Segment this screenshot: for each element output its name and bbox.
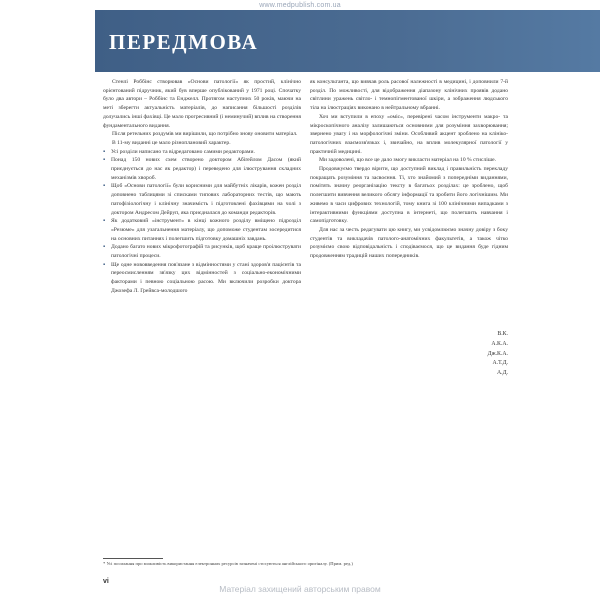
page-number: vi [103,578,109,585]
bullet-item: ▪ Як додатковий «інструмент» в кінці кожного розділу вміщено підрозділ «Резюме» для узагальнення матеріалу, що допоможе студентам зосередитися на основних питаннях і полегшить підготовку домашніх завдань. [103,217,301,243]
header-band [95,10,600,72]
signatures [380,330,508,379]
bullet-list [103,148,301,296]
signature: Дж.К.А. [487,350,508,357]
paragraph: В 11-му виданні це мало різноплановий характер. [112,139,231,146]
signature: А.Т.Д. [492,360,508,367]
paragraph: Для нас за честь редагувати цю книгу, ми усвідомлюємо значну довіру з боку студентів та викладачів патолого-анатомічних факультетів, а також чітко розуміємо свою відповідальність і сподіваємося, що це видання буде гідним продовженням традицій наших попередників. [310,226,508,260]
paragraph: Хоч ми вступили в епоху «оміс», перевірені часом інструменти макро- та мікроскопічного аналізу залишаються основними для розуміння захворювання; звернено увагу і на морфологічні зміни. Особливий акцент зроблено на клініко-патологічних взаємозв'язках і, звичайно, на вплив молекулярної патології у практичній медицині. [310,113,508,155]
right-column [310,78,508,261]
bullet-item: ▪ Понад 150 нових схем створено доктором Абіґейлом Дасом (який приєднується до нас як редактор) і переведено для ілюстрування складних механізмів хвороб. [103,156,301,182]
left-column [103,78,301,296]
signature: А.К.А. [491,340,508,347]
footnote: * Усі посилання про можливість використання електронних ресурсів зазначені стосуються англійського оригіналу. (Прим. ред.) [103,561,353,566]
signature: В.К. [497,331,508,337]
page-title: ПЕРЕДМОВА [109,30,259,54]
paragraph: Ми задоволені, що все це дало змогу викласти матеріал на 10 % стисліше. [319,157,497,164]
paragraph: Продовжуємо твердо вірити, що доступний виклад і правильність перекладу покращать розуміння та засвоєння. Ті, хто знайомий з попередніми виданнями, помітять значну реорганізацію тексту в багатьох розділах: це зроблено, щоб полегшити вивчення великого обсягу інформації та зробити його логічнішим. Ми живемо в часи цифрових технологій, тому книга зі 100 клінічними випадками з інтерактивними функціями доступна в інтернеті, що полегшить навчання і самопідготовку. [310,166,508,225]
intro-paragraph: Стенлі Роббінс створював «Основи патології» як простий, клінічно орієнтований підручник, який був вперше опублікований у 1971 році. Спочатку було два автори – Роббінс та Енджелл. Протягом наступних 50 років, маючи на меті зберегти актуальність матеріалів, до написання більшості розділів долучались інші фахівці. Це мало прогресивний (і неминучий) вплив на створення фундаментального видання. [103,79,301,129]
bullet-item: ▪ Усі розділи написано та відредаговано самими редакторами. [103,148,301,157]
bullet-item: ▪ Щоб «Основи патології» були корисними для майбутніх лікарів, кожен розділ доповнено таблицями зі списками типових лабораторних тестів, що мають патофізіологічну і клінічну значимість і підготовлені фахівцями на чолі з доктором Андресом Дейруп, яка приєдналася до команди редакторів. [103,182,301,217]
paragraph: Після ретельних роздумів ми вирішили, що потрібно знову оновити матеріал. [112,131,298,138]
watermark-bottom: Матеріал захищений авторським правом [219,584,381,594]
signature: А.Д. [496,370,508,377]
bullet-item: ▪ Додано багато нових мікрофотографій та рисунків, щоб краще проілюструвати патологічні процеси. [103,243,301,260]
footnote-rule [103,558,163,559]
bullet-item: ▪ Ще одне нововведення пов'язане з відмінностями у стані здоров'я пацієнтів та переосмисленням зв'язку цих відмінностей з соціально-економічними факторами і певною соціальною расою. Ми включили розробки доктора Джозефа Л. Грейвса-молодшого [103,261,301,296]
paragraph: як консультанта, що вивчав роль расової належності в медицині, і доповнили 7-й розділ. По можливості, для відображення діапазону клінічних проявів додано світлини уражень світло- і темнопігментованої шкіри, а зображення людського тіла на ілюстраціях виконано в нейтральному вбранні. [310,79,508,112]
watermark-top: www.medpublish.com.ua [259,2,341,9]
